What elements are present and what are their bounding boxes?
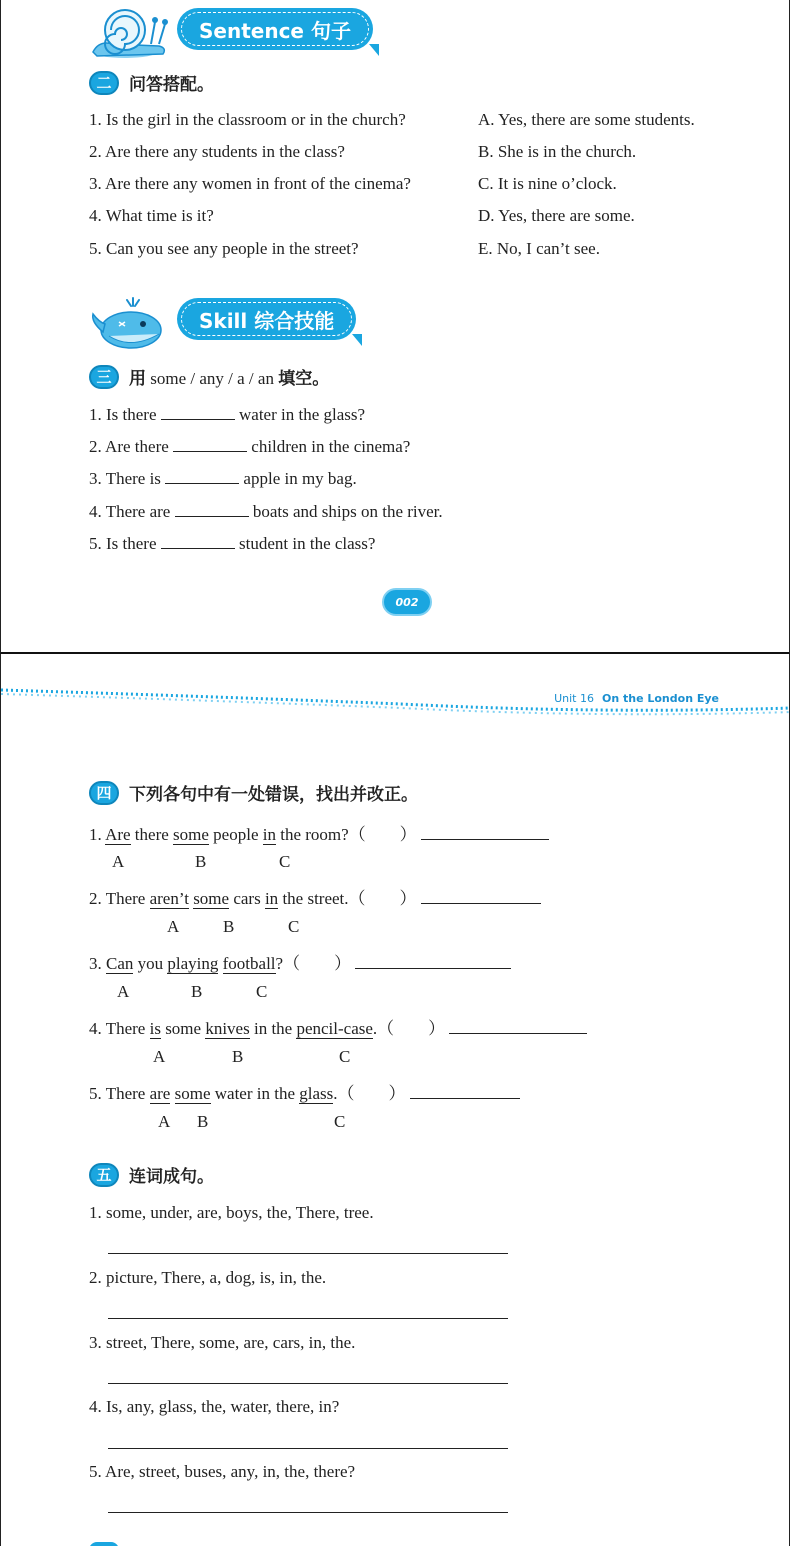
error-1-label-a: A xyxy=(112,852,125,871)
error-4-label-c: C xyxy=(339,1047,351,1066)
match-question-3: 3. Are there any women in front of the cinema? xyxy=(89,174,411,193)
reorder-item-5: 5. Are, street, buses, any, in, the, there? xyxy=(89,1462,356,1481)
reorder-answer-line-5[interactable] xyxy=(108,1512,508,1513)
whale-icon xyxy=(89,292,171,350)
error-item-1: 1. Are there some people in the room?（ ） xyxy=(89,820,549,845)
section-4-title: 下列各句中有一处错误，找出并改正。 xyxy=(129,785,418,805)
section-5-number: 五 xyxy=(89,1163,119,1187)
reorder-item-2: 2. picture, There, a, dog, is, in, the. xyxy=(89,1268,327,1287)
match-answer-a: A. Yes, there are some students. xyxy=(478,110,695,129)
workbook-page-bottom xyxy=(0,654,790,1546)
section-2-header xyxy=(89,70,214,95)
error-3-label-c: C xyxy=(256,982,268,1001)
running-head-unit: Unit 16 xyxy=(554,692,594,705)
section-5-header xyxy=(89,1162,214,1187)
fill-blank-1[interactable] xyxy=(161,404,235,420)
error-5-label-b: B xyxy=(197,1112,209,1131)
section-4-header xyxy=(89,780,418,805)
error-5-label-a: A xyxy=(158,1112,171,1131)
error-5-label-c: C xyxy=(334,1112,346,1131)
error-answer-4[interactable] xyxy=(449,1018,587,1034)
section-3-number: 三 xyxy=(89,365,119,389)
section-2-title: 问答搭配。 xyxy=(129,75,214,95)
fill-blank-3[interactable] xyxy=(165,468,239,484)
error-item-2: 2. There aren’t some cars in the street.（ ） xyxy=(89,884,541,909)
error-answer-2[interactable] xyxy=(421,888,541,904)
skill-banner-title: Skill 综合技能 xyxy=(199,308,335,333)
page-number-badge: 002 xyxy=(382,588,432,616)
reorder-answer-line-2[interactable] xyxy=(108,1318,508,1319)
sentence-banner-title: Sentence 句子 xyxy=(199,18,351,43)
error-4-label-b: B xyxy=(232,1047,244,1066)
match-question-5: 5. Can you see any people in the street? xyxy=(89,239,359,258)
match-answer-c: C. It is nine o’clock. xyxy=(478,174,617,193)
error-2-label-b: B xyxy=(223,917,235,936)
section-2-number: 二 xyxy=(89,71,119,95)
section-3-header xyxy=(89,364,329,389)
fill-item-4: 4. There are boats and ships on the river. xyxy=(89,502,443,521)
error-answer-1[interactable] xyxy=(421,824,549,840)
match-answer-d: D. Yes, there are some. xyxy=(478,206,635,225)
running-head-title: On the London Eye xyxy=(601,692,719,705)
reorder-item-4: 4. Is, any, glass, the, water, there, in? xyxy=(89,1397,340,1416)
error-answer-5[interactable] xyxy=(410,1083,520,1099)
fill-item-2: 2. Are there children in the cinema? xyxy=(89,437,411,456)
fill-item-5: 5. Is there student in the class? xyxy=(89,534,376,553)
fill-blank-2[interactable] xyxy=(173,436,247,452)
error-1-label-b: B xyxy=(195,852,207,871)
next-section-number-partial xyxy=(89,1542,119,1546)
match-question-4: 4. What time is it? xyxy=(89,206,214,225)
error-item-3: 3. Can you playing football?（ ） xyxy=(89,949,511,974)
match-answer-e: E. No, I can’t see. xyxy=(478,239,600,258)
running-head xyxy=(554,692,719,705)
sentence-banner-pill xyxy=(177,8,373,50)
error-4-label-a: A xyxy=(153,1047,166,1066)
skill-banner-pill xyxy=(177,298,356,340)
section-5-title: 连词成句。 xyxy=(129,1167,214,1187)
section-3-title: 用 some / any / a / an 填空。 xyxy=(129,369,330,389)
match-question-2: 2. Are there any students in the class? xyxy=(89,142,345,161)
error-2-label-a: A xyxy=(167,917,180,936)
snail-icon xyxy=(89,2,171,60)
error-3-label-a: A xyxy=(117,982,130,1001)
reorder-answer-line-3[interactable] xyxy=(108,1383,508,1384)
fill-item-1: 1. Is there water in the glass? xyxy=(89,405,366,424)
error-3-label-b: B xyxy=(191,982,203,1001)
error-2-label-c: C xyxy=(288,917,300,936)
reorder-answer-line-1[interactable] xyxy=(108,1253,508,1254)
fill-blank-4[interactable] xyxy=(175,501,249,517)
error-1-label-c: C xyxy=(279,852,291,871)
workbook-page-top xyxy=(0,0,790,654)
error-item-4: 4. There is some knives in the pencil-case.（ ） xyxy=(89,1014,587,1039)
reorder-item-1: 1. some, under, are, boys, the, There, tree. xyxy=(89,1203,374,1222)
section-4-number: 四 xyxy=(89,781,119,805)
fill-item-3: 3. There is apple in my bag. xyxy=(89,469,357,488)
reorder-item-3: 3. street, There, some, are, cars, in, the. xyxy=(89,1333,356,1352)
reorder-answer-line-4[interactable] xyxy=(108,1448,508,1449)
match-answer-b: B. She is in the church. xyxy=(478,142,637,161)
fill-blank-5[interactable] xyxy=(161,533,235,549)
error-item-5: 5. There are some water in the glass.（ ） xyxy=(89,1079,520,1104)
match-question-1: 1. Is the girl in the classroom or in the church? xyxy=(89,110,406,129)
error-answer-3[interactable] xyxy=(355,953,511,969)
